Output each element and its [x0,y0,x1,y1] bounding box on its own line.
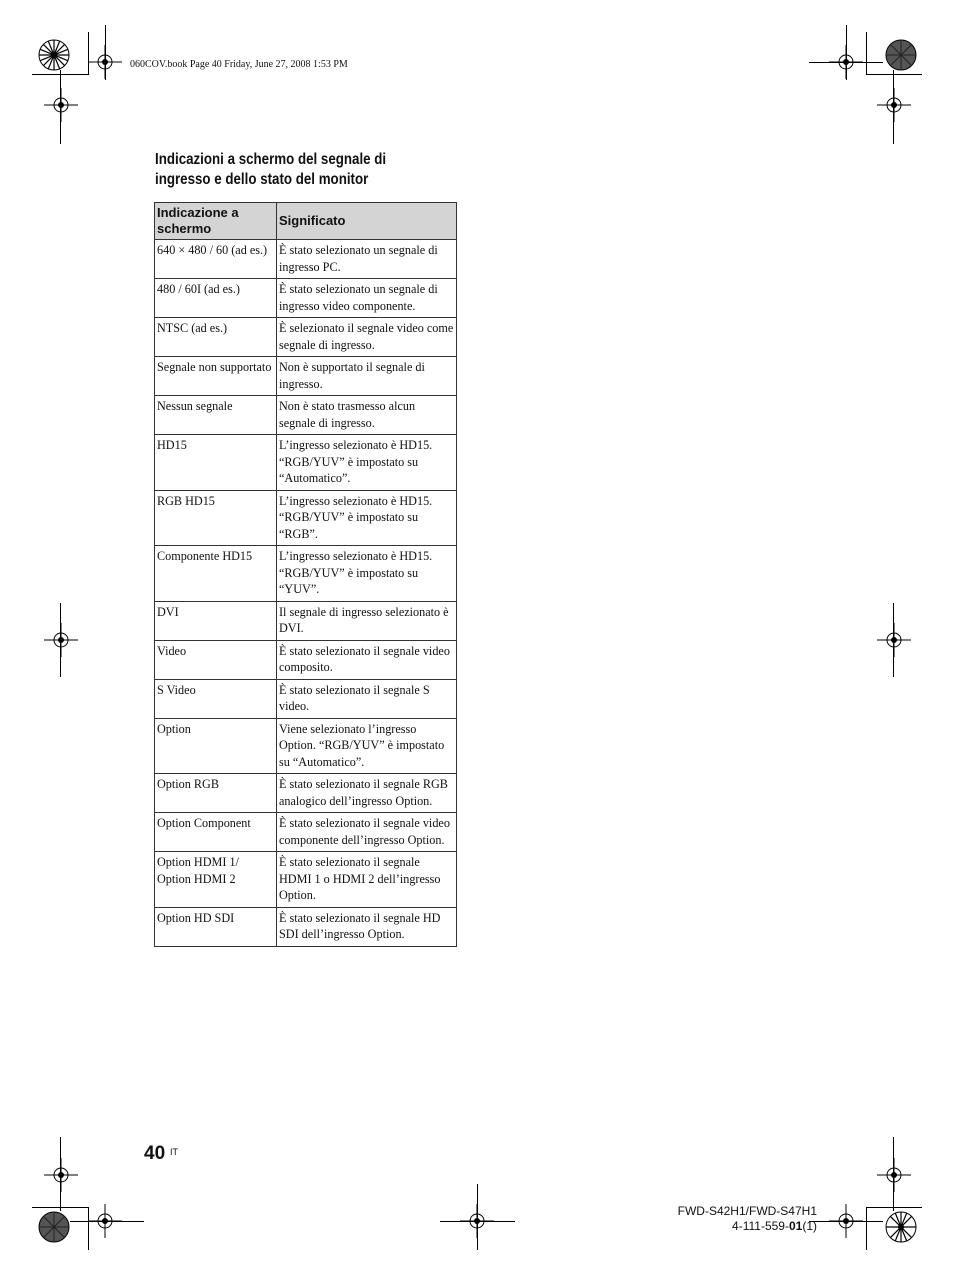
table-row [155,318,457,357]
page-language-code: IT [170,1147,178,1157]
section-title-line-2: ingresso e dello stato del monitor [155,171,369,188]
model-code [678,1219,817,1234]
meaning-cell: L’ingresso selezionato è HD15. “RGB/YUV” è impostato su “YUV”. [277,546,457,602]
model-code-prefix: 4-111-559- [732,1219,789,1233]
table-row [155,640,457,679]
meaning-cell: È stato selezionato il segnale HD SDI dell’ingresso Option. [277,907,457,946]
meaning-cell: È stato selezionato il segnale HDMI 1 o HDMI 2 dell’ingresso Option. [277,852,457,908]
table-row [155,679,457,718]
file-info-header: 060COV.book Page 40 Friday, June 27, 2008 1:53 PM [130,59,348,70]
table-row [155,907,457,946]
table-row [155,240,457,279]
registration-line [60,1137,61,1211]
registration-line [893,603,894,677]
meaning-cell: L’ingresso selezionato è HD15. “RGB/YUV” è impostato su “RGB”. [277,490,457,546]
table-row [155,546,457,602]
table-row [155,279,457,318]
indication-cell: NTSC (ad es.) [155,318,277,357]
meaning-cell: È stato selezionato il segnale RGB analogico dell’ingresso Option. [277,774,457,813]
table-row [155,774,457,813]
meaning-cell: Il segnale di ingresso selezionato è DVI. [277,601,457,640]
crosshair-icon [877,623,911,657]
meaning-cell: È stato selezionato il segnale video componente dell’ingresso Option. [277,813,457,852]
indication-cell: RGB HD15 [155,490,277,546]
crosshair-icon [44,88,78,122]
indication-cell: HD15 [155,435,277,491]
indication-cell: Segnale non supportato [155,357,277,396]
meaning-cell: Non è supportato il segnale di ingresso. [277,357,457,396]
indication-cell: Option Component [155,813,277,852]
indication-cell: Componente HD15 [155,546,277,602]
registration-line [893,70,894,144]
model-names: FWD-S42H1/FWD-S47H1 [677,1204,817,1218]
registration-line [809,1221,883,1222]
meaning-cell: L’ingresso selezionato è HD15. “RGB/YUV” è impostato su “Automatico”. [277,435,457,491]
model-info [678,1204,817,1234]
table-row [155,490,457,546]
column-header-meaning: Significato [277,203,457,240]
indication-cell: 640 × 480 / 60 (ad es.) [155,240,277,279]
registration-wheel-icon [885,1211,917,1243]
model-code-revision: 01 [788,1219,803,1233]
table-row [155,396,457,435]
indication-cell: 480 / 60I (ad es.) [155,279,277,318]
registration-wheel-icon [885,39,917,71]
meaning-cell: È stato selezionato il segnale S video. [277,679,457,718]
column-header-indication: Indicazione a schermo [155,203,277,240]
meaning-cell: È stato selezionato il segnale video composito. [277,640,457,679]
registration-line [846,25,847,80]
table-row [155,601,457,640]
registration-wheel-icon [38,39,70,71]
registration-line [70,1221,144,1222]
indication-cell: Option [155,718,277,774]
registration-line [60,70,61,144]
indication-cell: Option RGB [155,774,277,813]
signal-status-table [154,202,457,947]
section-title-line-1: Indicazioni a schermo del segnale di [155,151,387,168]
meaning-cell: Viene selezionato l’ingresso Option. “RGB/YUV” è impostato su “Automatico”. [277,718,457,774]
table-header-row [155,203,457,240]
crosshair-icon [44,623,78,657]
table-row [155,813,457,852]
section-title [155,150,430,190]
table-row [155,852,457,908]
meaning-cell: È stato selezionato un segnale di ingresso PC. [277,240,457,279]
crosshair-icon [44,1158,78,1192]
crosshair-icon [877,88,911,122]
indication-cell: DVI [155,601,277,640]
registration-line [440,1221,515,1222]
model-code-suffix: (1) [802,1219,817,1233]
meaning-cell: È selezionato il segnale video come segnale di ingresso. [277,318,457,357]
meaning-cell: Non è stato trasmesso alcun segnale di ingresso. [277,396,457,435]
indication-cell: Option HDMI 1/ Option HDMI 2 [155,852,277,908]
table-row [155,357,457,396]
registration-line [105,25,106,80]
registration-wheel-icon [38,1211,70,1243]
indication-cell: Nessun segnale [155,396,277,435]
registration-line [893,1137,894,1211]
registration-line [477,1184,478,1250]
indication-cell: Video [155,640,277,679]
registration-line [60,603,61,677]
indication-cell: Option HD SDI [155,907,277,946]
page-number: 40 [144,1143,166,1164]
table-row [155,435,457,491]
table-row [155,718,457,774]
crosshair-icon [877,1158,911,1192]
meaning-cell: È stato selezionato un segnale di ingresso video componente. [277,279,457,318]
indication-cell: S Video [155,679,277,718]
